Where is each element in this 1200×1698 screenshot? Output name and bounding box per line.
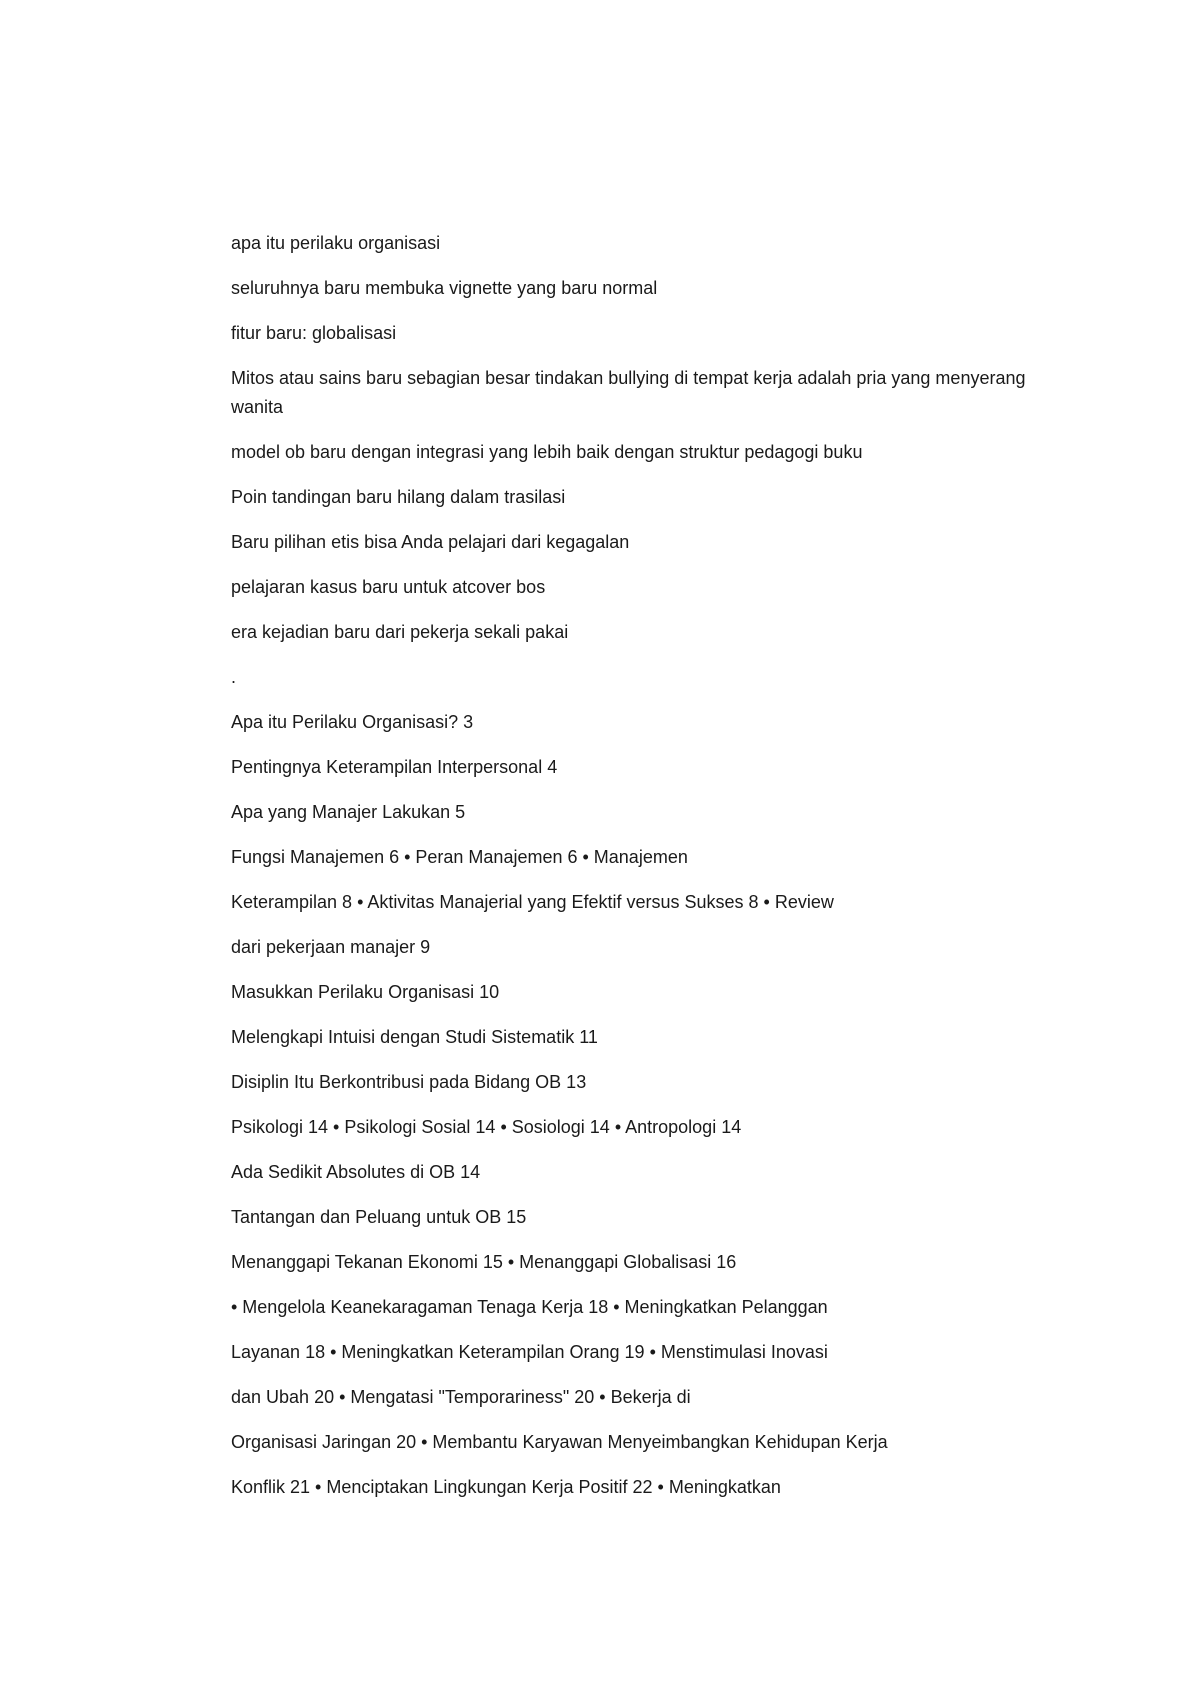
toc-entry: Masukkan Perilaku Organisasi 10 — [231, 982, 500, 1002]
toc-entry: Keterampilan 8 • Aktivitas Manajerial yang Efektif versus Sukses 8 • Review — [231, 892, 834, 912]
paragraph: seluruhnya baru membuka vignette yang baru normal — [231, 278, 658, 298]
paragraph: Mitos atau sains baru sebagian besar tindakan bullying di tempat kerja adalah pria yang menyerang wanita — [231, 368, 1026, 417]
toc-entry: Melengkapi Intuisi dengan Studi Sistematik 11 — [231, 1027, 598, 1047]
document-body — [231, 229, 1031, 1518]
toc-entry: Menanggapi Tekanan Ekonomi 15 • Menanggapi Globalisasi 16 — [231, 1252, 737, 1272]
toc-entry: Psikologi 14 • Psikologi Sosial 14 • Sosiologi 14 • Antropologi 14 — [231, 1117, 742, 1137]
paragraph: Baru pilihan etis bisa Anda pelajari dari kegagalan — [231, 532, 630, 552]
toc-entry: • Mengelola Keanekaragaman Tenaga Kerja 18 • Meningkatkan Pelanggan — [231, 1297, 828, 1317]
toc-entry: Organisasi Jaringan 20 • Membantu Karyawan Menyeimbangkan Kehidupan Kerja — [231, 1432, 888, 1452]
toc-entry: Fungsi Manajemen 6 • Peran Manajemen 6 • Manajemen — [231, 847, 688, 867]
paragraph: Poin tandingan baru hilang dalam trasilasi — [231, 487, 566, 507]
toc-entry: Disiplin Itu Berkontribusi pada Bidang OB 13 — [231, 1072, 587, 1092]
toc-entry: Konflik 21 • Menciptakan Lingkungan Kerja Positif 22 • Meningkatkan — [231, 1477, 781, 1497]
paragraph: apa itu perilaku organisasi — [231, 233, 441, 253]
toc-entry: Pentingnya Keterampilan Interpersonal 4 — [231, 757, 558, 777]
toc-entry: Apa itu Perilaku Organisasi? 3 — [231, 712, 474, 732]
paragraph: . — [231, 667, 237, 687]
toc-entry: Apa yang Manajer Lakukan 5 — [231, 802, 466, 822]
paragraph: fitur baru: globalisasi — [231, 323, 397, 343]
toc-entry: dari pekerjaan manajer 9 — [231, 937, 431, 957]
toc-entry: Tantangan dan Peluang untuk OB 15 — [231, 1207, 527, 1227]
paragraph: model ob baru dengan integrasi yang lebih baik dengan struktur pedagogi buku — [231, 442, 863, 462]
paragraph: pelajaran kasus baru untuk atcover bos — [231, 577, 546, 597]
paragraph: era kejadian baru dari pekerja sekali pakai — [231, 622, 569, 642]
toc-entry: Layanan 18 • Meningkatkan Keterampilan Orang 19 • Menstimulasi Inovasi — [231, 1342, 828, 1362]
toc-entry: dan Ubah 20 • Mengatasi "Temporariness" 20 • Bekerja di — [231, 1387, 691, 1407]
toc-entry: Ada Sedikit Absolutes di OB 14 — [231, 1162, 481, 1182]
